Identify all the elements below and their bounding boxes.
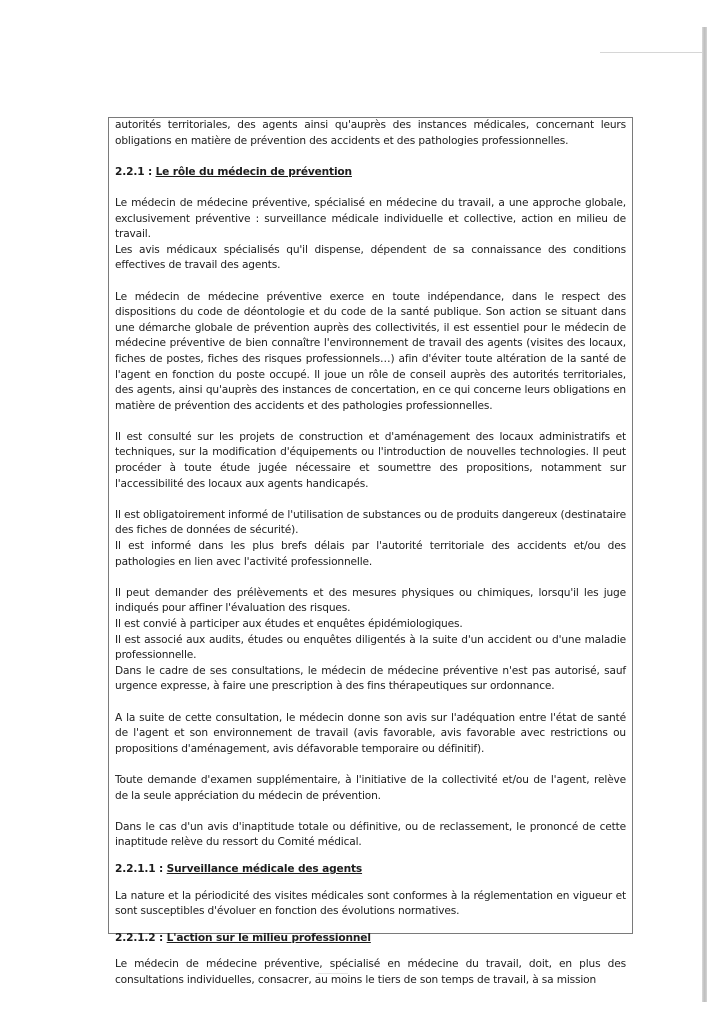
section-title: Le rôle du médecin de prévention (155, 165, 352, 178)
scan-margin-strip (702, 27, 707, 1002)
paragraph-measurements: Il peut demander des prélèvements et des mesures physiques ou chimiques, lorsqu'il les juge indiqués pour affiner l'évaluation des risques. (115, 586, 626, 615)
paragraph-audits: Il est associé aux audits, études ou enquêtes diligentés à la suite d'un accident ou d'une maladie professionnelle. (115, 633, 626, 662)
paragraph-epidemiology: Il est convié à participer aux études et enquêtes épidémiologiques. (115, 618, 463, 630)
paragraph-independence: Le médecin de médecine préventive exerce en toute indépendance, dans le respect des dispositions du code de déontologie et du code de la santé publique. Son action se situant dans une démarche globale de prévention auprès des collectivités, il est essentiel pour le médecin de médecine préventive de bien connaître l'environnement de travail des agents (visites des locaux, fiches de postes, fiches des risques professionnels…) afin d'éviter toute altération de la santé de l'agent en fonction du poste occupé. Il joue un rôle de conseil auprès des autorités territoriales, des agents, ainsi qu'auprès des instances de concertation, en ce qui concerne leurs obligations en matière de prévention des accidents et des pathologies professionnelles. (115, 290, 626, 412)
paragraph-dangerous-substances: Il est obligatoirement informé de l'utilisation de substances ou de produits dangereux (destinataire des fiches de données de sécurité). (115, 508, 626, 537)
section-title: Surveillance médicale des agents (166, 862, 363, 875)
section-heading-2-2-1-2 (115, 931, 626, 947)
paragraph-approach: Le médecin de médecine préventive, spécialisé en médecine du travail, a une approche globale, exclusivement préventive : surveillance médicale individuelle et collective, action en milieu de travail. (115, 196, 626, 241)
paragraph-workplace-action: Le médecin de médecine préventive, spécialisé en médecine du travail, doit, en plus des consultations individuelles, consacrer, au moins le tiers de son temps de travail, à sa mission (115, 958, 626, 986)
section-number: 2.2.1 : (115, 165, 156, 178)
section-heading-2-2-1 (115, 165, 626, 181)
paragraph-inaptitude: Dans le cas d'un avis d'inaptitude totale ou définitive, ou de reclassement, le prononcé de cette inaptitude relève du ressort du Comité médical. (115, 820, 626, 849)
paragraph-intro: autorités territoriales, des agents ainsi qu'auprès des instances médicales, concernant leurs obligations en matière de prévention des accidents et des pathologies professionnelles. (115, 119, 626, 147)
paragraph-consultation-projects: Il est consulté sur les projets de construction et d'aménagement des locaux administratifs et techniques, sur la modification d'équipements ou l'introduction de nouvelles technologies. Il peut procéder à toute étude jugée nécessaire et soumettre des propositions, notamment sur l'accessibilité des locaux aux agents handicapés. (115, 430, 626, 490)
section-title: L'action sur le milieu professionnel (166, 931, 371, 944)
paragraph-avis: Les avis médicaux spécialisés qu'il dispense, dépendent de sa connaissance des conditions effectives de travail des agents. (115, 243, 626, 272)
section-number: 2.2.1.1 : (115, 862, 167, 875)
section-heading-2-2-1-1 (115, 862, 626, 878)
paragraph-avis-adequation: A la suite de cette consultation, le médecin donne son avis sur l'adéquation entre l'état de santé de l'agent et son environnement de travail (avis favorable, avis favorable avec restrictions ou propositions d'aménagement, avis défavorable temporaire ou définitif). (115, 711, 626, 755)
paragraph-prescription: Dans le cadre de ses consultations, le médecin de médecine préventive n'est pas autorisé, sauf urgence expresse, à faire une prescription à des fins thérapeutiques sur ordonnance. (115, 664, 626, 693)
document-text-frame (108, 117, 633, 986)
paragraph-visit-periodicity: La nature et la périodicité des visites médicales sont conformes à la réglementation en vigueur et sont susceptibles d'évoluer en fonction des évolutions normatives. (115, 889, 626, 918)
section-number: 2.2.1.2 : (115, 931, 167, 944)
scan-edge-line (600, 52, 704, 53)
paragraph-accidents-informed: Il est informé dans les plus brefs délais par l'autorité territoriale des accidents et/ou des pathologies en lien avec l'activité professionnelle. (115, 540, 626, 568)
paragraph-supplementary-exam: Toute demande d'examen supplémentaire, à l'initiative de la collectivité et/ou de l'agent, relève de la seule appréciation du médecin de prévention. (115, 773, 626, 802)
